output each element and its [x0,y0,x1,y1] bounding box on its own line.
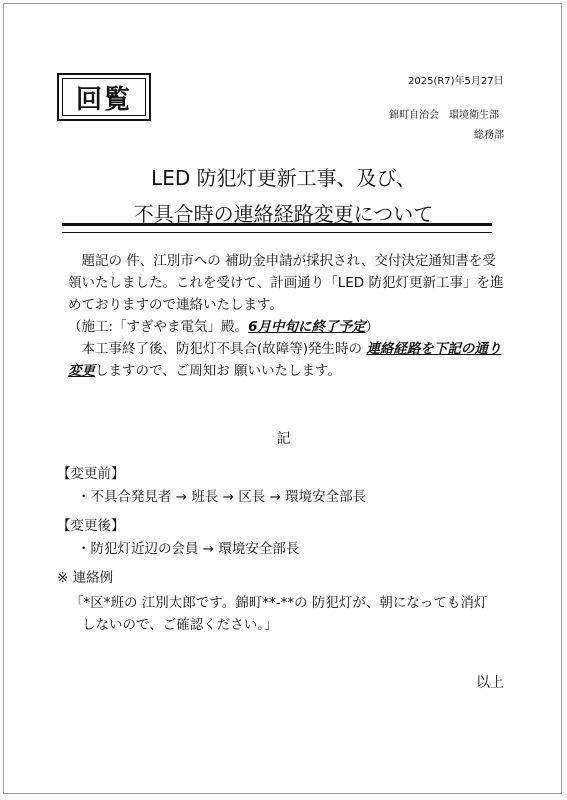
before-heading: 【変更前】 [57,466,125,482]
example-heading: ※ 連絡例 [57,570,114,586]
completion-note: 6月中旬に終了予定 [248,319,366,335]
issuer-subdepartment: 総務部 [474,130,504,141]
issuer-department: 錦町自治会 環境衛生部 [389,110,499,121]
closing-remark: 以上 [476,675,504,691]
paragraph-1: 題記の 件、江別市への 補助金申請が採択され、交付決定通知書を受領いたしました。これを受けて、計画通り「LED 防犯灯更新工事」を進めておりますので連絡いたします。 [68,253,504,313]
body-text [68,250,504,382]
title-underline [62,223,492,233]
before-route: ・不具合発見者 → 班長 → 区長 → 環境安全部長 [77,489,367,505]
paragraph-3: 本工事終了後、防犯灯不具合(故障等)発生時の 連絡経路を下記の通り変更しますので、ご周知お 願いいたします。 [68,341,502,379]
after-heading: 【変更後】 [57,518,125,534]
document-date: 2025(R7)年5月27日 [408,76,504,87]
title-line-2: 不具合時の連絡経路変更について [133,202,434,226]
stamp-label: 回覧 [75,84,132,115]
route-change-emphasis: 連絡経路を下記の通り変更 [68,341,502,379]
example-text: 「*区*班の 江別太郎です。錦町**-**の 防犯灯が、朝になっても消灯しないので、ご確認ください。」 [70,595,488,633]
paragraph-2: （施工:「すぎやま電気」殿。6月中旬に終了予定） [68,319,379,335]
ki-heading: 記 [276,431,291,447]
after-route: ・防犯灯近辺の会員 → 環境安全部長 [77,541,300,557]
title-line-1: LED 防犯灯更新工事、及び、 [151,166,416,190]
kairan-stamp [57,73,151,121]
